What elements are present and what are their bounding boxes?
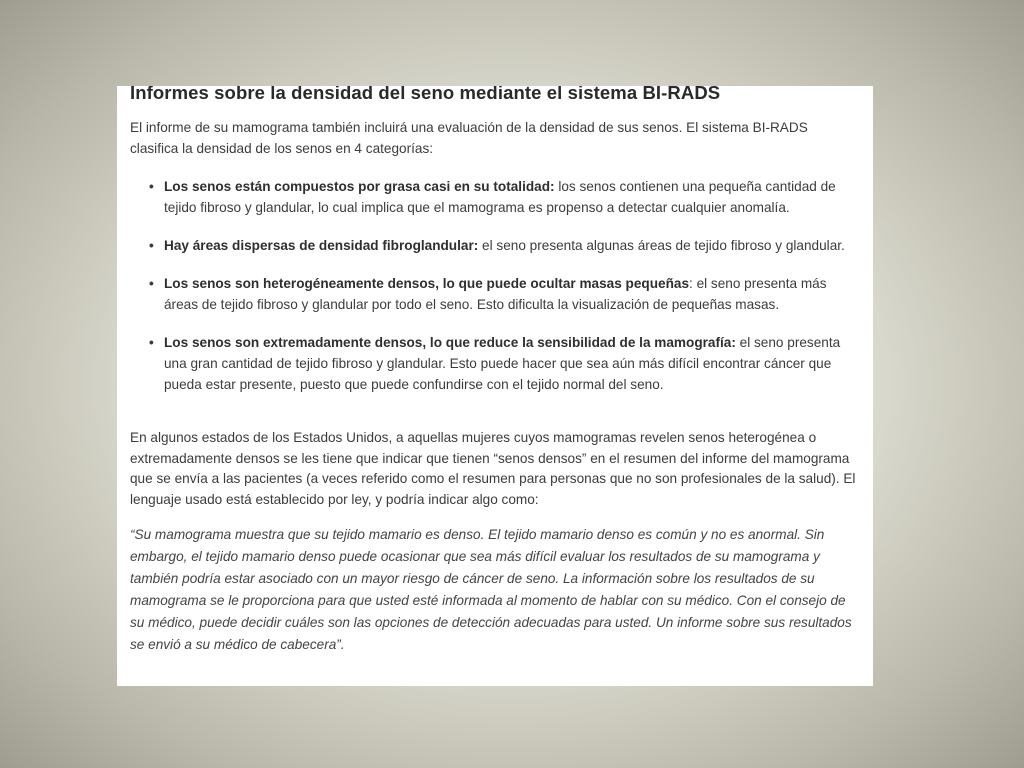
list-item <box>130 176 859 218</box>
category-description: el seno presenta algunas áreas de tejido fibroso y glandular. <box>478 238 845 253</box>
category-description: el seno presenta una gran cantidad de tejido fibroso y glandular. Esto puede hacer que sea aún más difícil encontrar cáncer que pueda estar presente, puesto que puede confundirse con el tejido normal del seno. <box>164 335 841 392</box>
category-description: : el seno presenta más áreas de tejido fibroso y glandular por todo el seno. Esto dificulta la visualización de pequeñas masas. <box>164 276 827 312</box>
density-category-list <box>130 176 859 395</box>
document-panel <box>117 86 873 686</box>
category-heading: Los senos son extremadamente densos, lo que reduce la sensibilidad de la mamografía: <box>164 335 736 350</box>
intro-paragraph: El informe de su mamograma también incluirá una evaluación de la densidad de sus senos. El sistema BI-RADS clasifica la densidad de los senos en 4 categorías: <box>130 120 808 156</box>
example-notice-quote: “Su mamograma muestra que su tejido mamario es denso. El tejido mamario denso es común y no es anormal. Sin embargo, el tejido mamario denso puede ocasionar que sea más difícil evaluar los resultados de su mamograma y también podría estar asociado con un mayor riesgo de cáncer de seno. La información sobre los resultados de su mamograma se le proporciona para que usted esté informada al momento de hablar con su médico. Con el consejo de su médico, puede decidir cuáles son las opciones de detección adecuadas para usted. Un informe sobre sus resultados se envió a su médico de cabecera”. <box>130 527 852 652</box>
category-heading: Los senos son heterogéneamente densos, lo que puede ocultar masas pequeñas <box>164 276 690 291</box>
bullet-icon: • <box>149 179 154 194</box>
dense-breast-law-paragraph: En algunos estados de los Estados Unidos, a aquellas mujeres cuyos mamogramas revelen senos heterogénea o extremadamente densos se les tiene que indicar que tienen “senos densos” en el resumen del informe del mamograma que se envía a las pacientes (a veces referido como el resumen para personas que no son profesionales de la salud). El lenguaje usado está establecido por ley, y podría indicar algo como: <box>130 430 856 507</box>
list-item <box>130 273 859 315</box>
bullet-icon: • <box>149 276 154 291</box>
list-item <box>130 332 859 395</box>
category-heading: Hay áreas dispersas de densidad fibroglandular: <box>164 238 479 253</box>
bullet-icon: • <box>149 238 154 253</box>
list-item <box>130 235 859 256</box>
bullet-icon: • <box>149 335 154 350</box>
category-heading: Los senos están compuestos por grasa casi en su totalidad: <box>164 179 555 194</box>
category-description: los senos contienen una pequeña cantidad de tejido fibroso y glandular, lo cual implica que el mamograma es propenso a detectar cualquier anomalía. <box>164 179 836 215</box>
page-title: Informes sobre la densidad del seno mediante el sistema BI-RADS <box>130 86 721 103</box>
